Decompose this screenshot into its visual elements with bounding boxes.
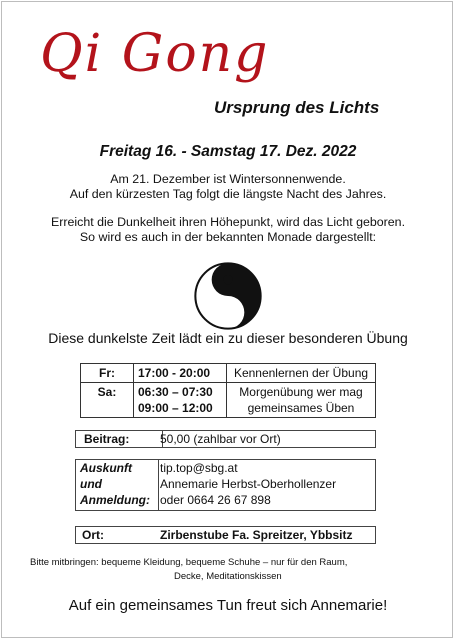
contact-details <box>160 460 336 508</box>
event-dates: Freitag 16. - Samstag 17. Dez. 2022 <box>99 143 357 160</box>
monad-line-1: Erreicht die Dunkelheit ihren Höhepunkt, wird das Licht geboren. <box>50 215 406 229</box>
table-row <box>81 383 376 418</box>
fee-value: 50,00 (zahlbar vor Ort) <box>160 432 281 446</box>
schedule-table <box>80 363 376 418</box>
monad-line-2: So wird es auch in der bekannten Monade dargestellt: <box>79 230 377 244</box>
yin-yang-icon <box>194 262 262 330</box>
contact-email[interactable]: tip.top@sbg.at <box>160 461 238 475</box>
desc-cell <box>227 383 376 418</box>
desc-cell <box>227 364 376 383</box>
time-line: 17:00 - 20:00 <box>138 366 211 380</box>
logo-qigong: Qi Gong <box>40 24 270 84</box>
time-cell <box>134 383 227 418</box>
bring-along-note <box>30 556 390 584</box>
fee-box <box>75 430 376 448</box>
contact-label <box>76 460 159 510</box>
contact-label-line: Auskunft <box>80 461 132 475</box>
desc-line: gemeinsames Üben <box>247 401 355 415</box>
contact-phone: oder 0664 26 67 898 <box>160 493 271 507</box>
day-cell: Sa: <box>81 383 134 418</box>
bring-line-2: Decke, Meditationskissen <box>174 571 282 582</box>
day-cell: Fr: <box>81 364 134 383</box>
intro-line-1: Am 21. Dezember ist Wintersonnenwende. <box>110 172 346 186</box>
fee-label: Beitrag: <box>76 431 163 447</box>
contact-name: Annemarie Herbst-Oberhollenzer <box>160 477 337 491</box>
desc-line: Morgenübung wer mag <box>239 385 363 399</box>
intro-text <box>0 172 456 202</box>
location-label: Ort: <box>82 528 104 542</box>
contact-label-line: Anmeldung: <box>80 493 150 507</box>
monad-text <box>0 215 456 245</box>
location-box <box>75 526 376 544</box>
table-row <box>81 364 376 383</box>
subtitle: Ursprung des Lichts <box>214 98 380 117</box>
time-cell <box>134 364 227 383</box>
headline: Diese dunkelste Zeit lädt ein zu dieser besonderen Übung <box>48 330 408 346</box>
closing-line: Auf ein gemeinsames Tun freut sich Annemarie! <box>68 597 388 614</box>
contact-label-line: und <box>80 477 102 491</box>
intro-line-2: Auf den kürzesten Tag folgt die längste Nacht des Jahres. <box>69 187 387 201</box>
contact-box <box>75 459 376 511</box>
desc-line: Kennenlernen der Übung <box>233 366 369 380</box>
bring-line-1: Bitte mitbringen: bequeme Kleidung, bequeme Schuhe – nur für den Raum, <box>30 557 348 568</box>
time-line: 09:00 – 12:00 <box>138 401 213 415</box>
location-value: Zirbenstube Fa. Spreitzer, Ybbsitz <box>160 528 353 542</box>
time-line: 06:30 – 07:30 <box>138 385 213 399</box>
